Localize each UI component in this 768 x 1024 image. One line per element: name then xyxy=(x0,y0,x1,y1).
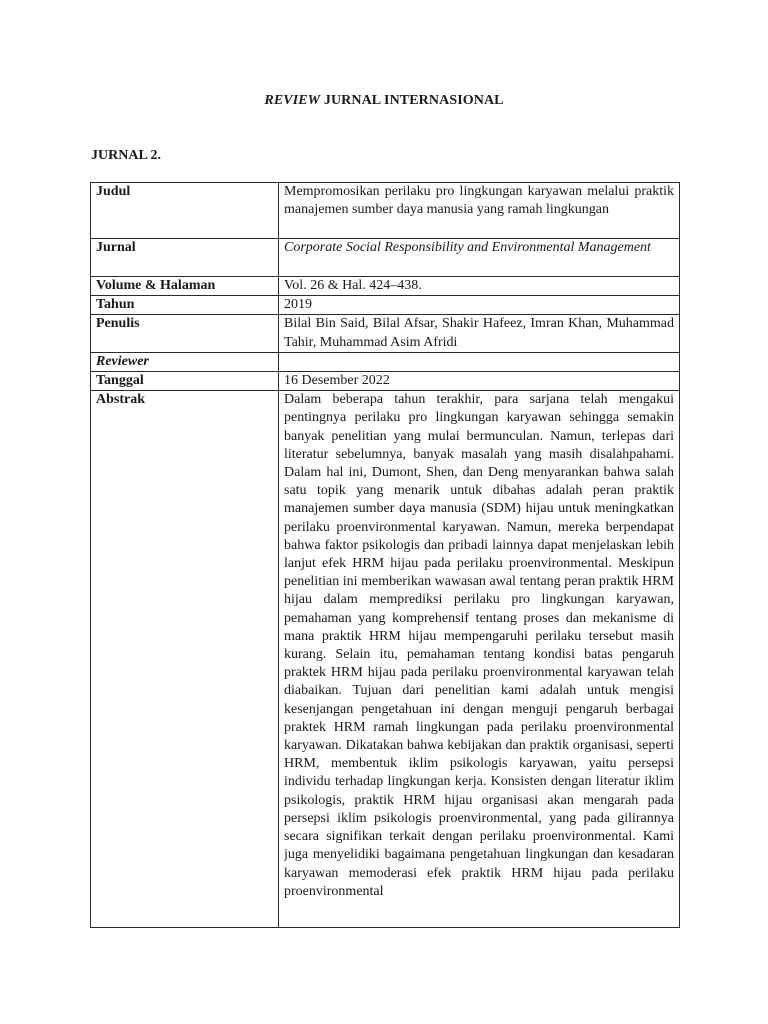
title-rest: JURNAL INTERNASIONAL xyxy=(323,93,504,108)
row-tahun xyxy=(91,296,680,315)
row-jurnal xyxy=(91,239,680,277)
journal-heading: JURNAL 2. xyxy=(91,148,162,163)
value-judul: Mempromosikan perilaku pro lingkungan karyawan melalui praktik manajemen sumber daya manusia yang ramah lingkungan xyxy=(279,183,680,239)
document-title xyxy=(0,93,768,109)
label-jurnal: Jurnal xyxy=(91,239,279,277)
journal-info-table xyxy=(90,182,680,928)
row-volume xyxy=(91,277,680,296)
value-reviewer xyxy=(279,352,680,371)
row-reviewer xyxy=(91,352,680,371)
value-volume: Vol. 26 & Hal. 424–438. xyxy=(279,277,680,296)
label-tanggal: Tanggal xyxy=(91,372,279,391)
value-abstrak: Dalam beberapa tahun terakhir, para sarjana telah mengakui pentingnya perilaku pro lingkungan karyawan sehingga semakin banyak penelitian yang mulai bermunculan. Namun, terlepas dari literatur sebelumnya, banyak masalah yang masih disalahpahami. Dalam hal ini, Dumont, Shen, dan Deng menyarankan bahwa salah satu topik yang menarik untuk dibahas adalah peran praktik manajemen sumber daya manusia (SDM) hijau untuk meningkatkan perilaku proenvironmental karyawan. Namun, mereka berpendapat bahwa faktor psikologis dan pribadi lainnya dapat menjelaskan lebih lanjut efek HRM hijau pada perilaku proenvironmental. Meskipun penelitian ini memberikan wawasan awal tentang peran praktik HRM hijau dalam memprediksi perilaku pro lingkungan karyawan, pemahaman yang komprehensif tentang proses dan mekanisme di mana praktik HRM hijau mempengaruhi perilaku tersebut masih kurang. Selain itu, pemahaman tentang kondisi batas pengaruh praktek HRM hijau pada perilaku proenvironmental karyawan telah diabaikan. Tujuan dari penelitian kami adalah untuk mengisi kesenjangan pengetahuan ini dengan menguji pengaruh berbagai praktek HRM ramah lingkungan pada perilaku proenvironmental karyawan. Dikatakan bahwa kebijakan dan praktik organisasi, seperti HRM, membentuk iklim psikologis karyawan, yaitu persepsi individu terhadap lingkungan kerja. Konsisten dengan literatur iklim psikologis, praktik HRM hijau organisasi akan mengarah pada persepsi iklim psikologis proenvironmental, yang pada gilirannya secara signifikan terkait dengan perilaku proenvironmental. Kami juga menyelidiki bagaimana pengetahuan lingkungan dan kesadaran karyawan memoderasi efek praktik HRM hijau pada perilaku proenvironmental xyxy=(284,392,674,899)
row-abstrak xyxy=(91,391,680,928)
label-tahun: Tahun xyxy=(91,296,279,315)
value-tanggal: 16 Desember 2022 xyxy=(279,372,680,391)
row-tanggal xyxy=(91,372,680,391)
row-penulis xyxy=(91,315,680,352)
label-penulis: Penulis xyxy=(91,315,279,352)
value-jurnal: Corporate Social Responsibility and Environmental Management xyxy=(279,239,680,277)
title-italic-part: REVIEW xyxy=(264,93,321,108)
label-reviewer: Reviewer xyxy=(91,352,279,371)
value-penulis: Bilal Bin Said, Bilal Afsar, Shakir Hafeez, Imran Khan, Muhammad Tahir, Muhammad Asim Afridi xyxy=(279,315,680,352)
row-judul xyxy=(91,183,680,239)
label-abstrak: Abstrak xyxy=(91,391,279,928)
value-tahun: 2019 xyxy=(279,296,680,315)
value-abstrak-cell xyxy=(279,391,680,928)
label-judul: Judul xyxy=(91,183,279,239)
label-volume: Volume & Halaman xyxy=(91,277,279,296)
